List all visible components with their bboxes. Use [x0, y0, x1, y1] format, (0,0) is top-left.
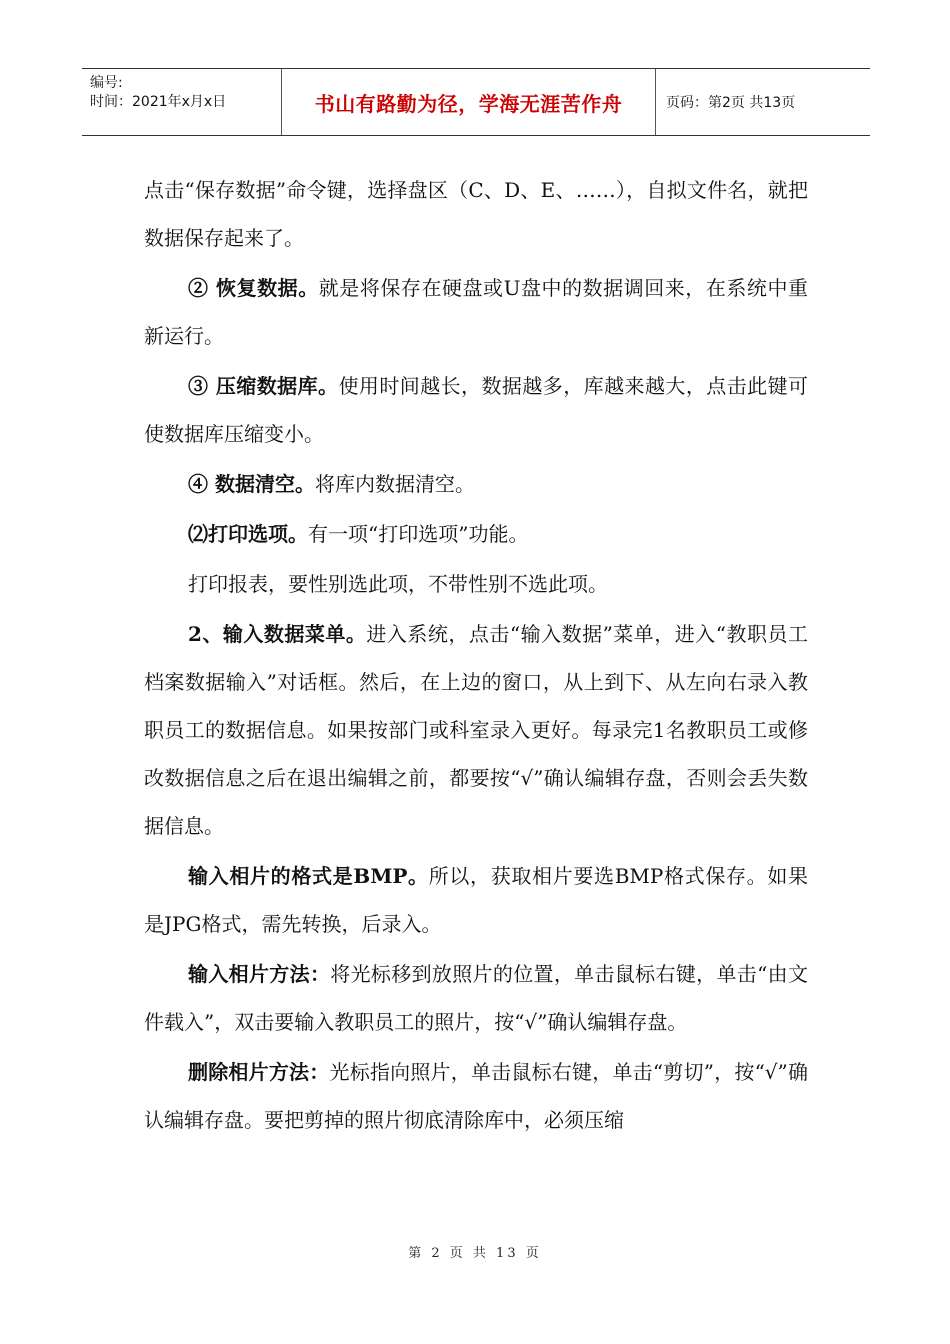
text-compress-db: 使用时间越长，数据越多，库越来越大，点击此键可使数据库压缩变小。	[144, 374, 809, 446]
header-page-cell	[656, 69, 870, 135]
heading-photo-input: 输入相片方法：	[188, 962, 331, 986]
text-input-menu: 进入系统，点击“输入数据”菜单，进入“教职员工档案数据输入”对话框。然后，在上边的窗口，从上到下、从左向右录入教职员工的数据信息。如果按部门或科室录入更好。每录完1名教职员工或修改数据信息之后在退出编辑之前，都要按“√”确认编辑存盘，否则会丢失数据信息。	[144, 622, 808, 838]
text-print-options: 有一项“打印选项”功能。	[308, 522, 529, 546]
paragraph-photo-delete	[144, 1048, 808, 1144]
heading-photo-delete: 删除相片方法：	[188, 1060, 330, 1084]
page-footer: 第 2 页 共 13 页	[408, 1246, 542, 1261]
document-body	[144, 166, 808, 1146]
header-motto: 书山有路勤为径，学海无涯苦作舟	[314, 91, 623, 116]
heading-input-menu: 2、输入数据菜单。	[188, 622, 367, 646]
heading-compress-db: ③ 压缩数据库。	[188, 374, 339, 398]
text-restore-data: 就是将保存在硬盘或U盘中的数据调回来，在系统中重新运行。	[144, 276, 809, 348]
paragraph-restore-data	[144, 264, 808, 360]
paragraph-input-menu	[144, 610, 808, 850]
paragraph-print-options	[144, 510, 808, 558]
text-photo-input: 将光标移到放照片的位置，单击鼠标右键，单击“由文件载入”，双击要输入教职员工的照片，按“√”确认编辑存盘。	[144, 962, 808, 1034]
text-clear-data: 将库内数据清空。	[314, 472, 475, 496]
document-number-label: 编号:	[90, 75, 123, 91]
header-motto-cell	[282, 69, 656, 135]
heading-clear-data: ④ 数据清空。	[188, 472, 315, 496]
header-page-info: 页码：第2页 共13页	[666, 95, 796, 111]
header-table	[82, 68, 870, 136]
paragraph-print-report: 打印报表，要性别选此项，不带性别不选此项。	[188, 572, 608, 596]
heading-print-options: ⑵打印选项。	[188, 522, 308, 546]
heading-restore-data: ② 恢复数据。	[188, 276, 319, 300]
paragraph-save-data: 点击“保存数据”命令键，选择盘区（C、D、E、……），自拟文件名，就把数据保存起来了。	[144, 178, 808, 250]
text-photo-format: 所以，获取相片要选BMP格式保存。如果是JPG格式，需先转换，后录入。	[144, 864, 808, 936]
heading-photo-format: 输入相片的格式是BMP。	[188, 864, 429, 888]
paragraph-photo-format	[144, 852, 808, 948]
paragraph-clear-data	[144, 460, 808, 508]
paragraph-compress-db	[144, 362, 808, 458]
document-time-label: 时间：2021年x月x日	[90, 94, 227, 110]
paragraph-photo-input	[144, 950, 808, 1046]
header-left-cell	[82, 69, 282, 135]
text-photo-delete: 光标指向照片，单击鼠标右键，单击“剪切”，按“√”确认编辑存盘。要把剪掉的照片彻底清除库中，必须压缩	[144, 1060, 808, 1132]
